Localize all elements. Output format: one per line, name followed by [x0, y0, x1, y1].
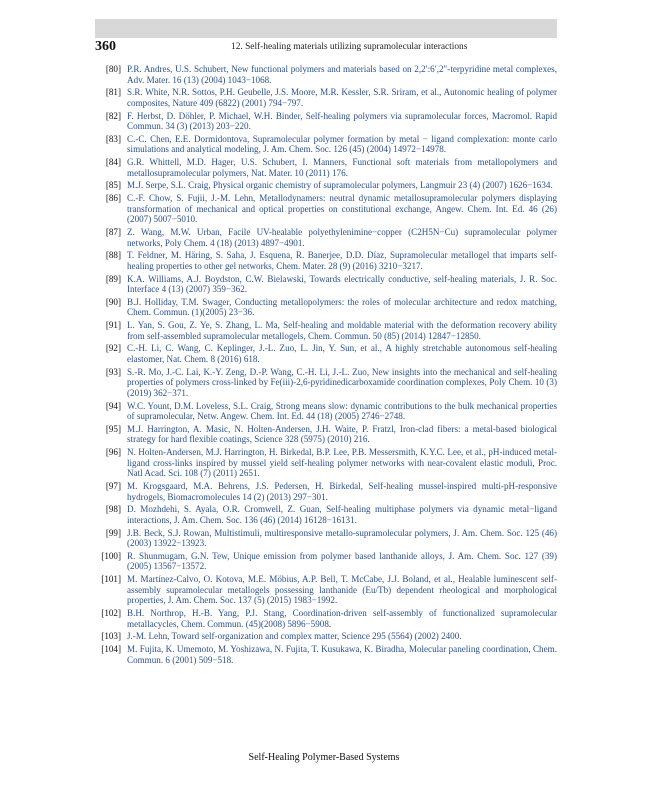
- reference-number: [100]: [101, 550, 121, 561]
- reference-text[interactable]: M.J. Harrington, A. Masic, N. Holten-Andersen, J.H. Waite, P. Fratzl, Iron-clad fibers: a metal-based biological strategy for hard flexible coatings, Science 328 (5975) (2010) 216.: [127, 423, 557, 445]
- reference-item: [95, 528, 557, 549]
- reference-number: [103]: [101, 631, 121, 642]
- reference-text[interactable]: S.-R. Mo, J.-C. Lai, K.-Y. Zeng, D.-P. Wang, C.-H. Li, J.-L. Zuo, New insights into the mechanical and self-healing properties of polymers cross-linked by Fe(iii)-2,6-pyridinedicarboxamide coordination complexes, Poly Chem. 10 (3) (2019) 362−371.: [127, 366, 557, 398]
- reference-text[interactable]: M. Martínez-Calvo, O. Kotova, M.E. Möbius, A.P. Bell, T. McCabe, J.J. Boland, et al., Healable luminescent self-assembly supramolecular metallogels possessing lanthanide (Eu/Tb) dependent rheological and morphological properties, J. Am. Chem. Soc. 137 (5) (2015) 1983−1992.: [127, 574, 557, 606]
- reference-item: [95, 401, 557, 422]
- reference-text[interactable]: R. Shunmugam, G.N. Tew, Unique emission from polymer based lanthanide alloys, J. Am. Chem. Soc. 127 (39) (2005) 13567−13572.: [127, 550, 557, 572]
- reference-text[interactable]: T. Feldner, M. Häring, S. Saha, J. Esquena, R. Banerjee, D.D. Díaz, Supramolecular metallogel that imparts self-healing properties to other gel networks, Chem. Mater. 28 (9) (2016) 3210−3217.: [127, 250, 557, 271]
- reference-text[interactable]: B.J. Holliday, T.M. Swager, Conducting metallopolymers: the roles of molecular architecture and redox matching, Chem. Commun. (1)(2005) 23−36.: [127, 296, 557, 318]
- reference-item: [95, 644, 557, 665]
- reference-item: [95, 367, 557, 399]
- reference-number: [104]: [101, 643, 121, 654]
- reference-text[interactable]: P.R. Andres, U.S. Schubert, New functional polymers and materials based on 2,2′:6′,2″-terpyridine metal complexes, Adv. Mater. 16 (13) (2004) 1043−1068.: [127, 64, 557, 85]
- reference-number: [93]: [105, 366, 121, 377]
- book-title-footer: Self-Healing Polymer-Based Systems: [248, 752, 400, 763]
- reference-number: [98]: [105, 504, 121, 515]
- reference-number: [96]: [105, 447, 121, 458]
- reference-number: [97]: [105, 480, 121, 491]
- reference-text[interactable]: C.-H. Li, C. Wang, C. Keplinger, J.-L. Zuo, L. Jin, Y. Sun, et al., A highly stretchable autonomous self-healing elastomer, Nat. Chem. 8 (2016) 618.: [127, 343, 557, 364]
- reference-item: [95, 157, 557, 178]
- reference-text[interactable]: C.-C. Chen, E.E. Dormidontova, Supramolecular polymer formation by metal − ligand complexation: monte carlo simulations and analytical modeling, J. Am. Chem. Soc. 126 (45) (2004) 14972−14978.: [127, 133, 557, 155]
- reference-text[interactable]: J.-M. Lehn, Toward self-organization and complex matter, Science 295 (5564) (2002) 2400.: [127, 631, 462, 642]
- reference-number: [92]: [105, 343, 121, 354]
- reference-text[interactable]: W.C. Yount, D.M. Loveless, S.L. Craig, Strong means slow: dynamic contributions to the bulk mechanical properties of supramolecular, Netw. Angew. Chem. Int. Ed. 44 (18) (2005) 2746−2748.: [127, 400, 557, 422]
- reference-number: [81]: [105, 87, 121, 98]
- reference-number: [91]: [105, 320, 121, 331]
- reference-text[interactable]: B.H. Northrop, H.-B. Yang, P.J. Stang, Coordination-driven self-assembly of functionalized supramolecular metallacycles, Chem. Commun. (45)(2008) 5896−5908.: [127, 607, 557, 629]
- reference-number: [101]: [101, 574, 121, 585]
- reference-text[interactable]: N. Holten-Andersen, M.J. Harrington, H. Birkedal, B.P. Lee, P.B. Messersmith, K.Y.C. Lee, et al., pH-induced metal-ligand cross-links inspired by mussel yield self-healing polymer networks with near-covalent elastic moduli, Proc. Natl Acad. Sci. 108 (7) (2011) 2651.: [127, 447, 557, 479]
- reference-number: [86]: [105, 193, 121, 204]
- reference-item: [95, 180, 557, 191]
- reference-item: [95, 227, 557, 248]
- reference-text[interactable]: M. Fujita, K. Umemoto, M. Yoshizawa, N. Fujita, T. Kusukawa, K. Biradha, Molecular paneling coordination, Chem. Commun. 6 (2001) 509−518.: [127, 643, 557, 665]
- reference-text[interactable]: C.-F. Chow, S. Fujii, J.-M. Lehn, Metallodynamers: neutral dynamic metallosupramolecular polymers displaying transformation of mechanical and optical properties on constitutional exchange, Angew. Chem. Int. Ed. 46 (26) (2007) 5007−5010.: [127, 193, 557, 225]
- reference-number: [94]: [105, 400, 121, 411]
- reference-item: [95, 193, 557, 225]
- reference-text[interactable]: M. Krogsgaard, M.A. Behrens, J.S. Pedersen, H. Birkedal, Self-healing mussel-inspired multi-pH-responsive hydrogels, Biomacromolecules 14 (2) (2013) 297−301.: [127, 480, 557, 502]
- reference-item: [95, 111, 557, 132]
- reference-text[interactable]: M.J. Serpe, S.L. Craig, Physical organic chemistry of supramolecular polymers, Langmuir 23 (4) (2007) 1626−1634.: [127, 180, 553, 191]
- reference-item: [95, 631, 557, 642]
- reference-item: [95, 134, 557, 155]
- reference-list: [95, 64, 557, 667]
- reference-item: [95, 574, 557, 606]
- reference-item: [95, 250, 557, 271]
- reference-item: [95, 504, 557, 525]
- reference-item: [95, 424, 557, 445]
- reference-item: [95, 343, 557, 364]
- reference-item: [95, 87, 557, 108]
- reference-item: [95, 320, 557, 341]
- header-bar: [95, 19, 557, 38]
- reference-number: [82]: [105, 110, 121, 121]
- reference-number: [99]: [105, 527, 121, 538]
- reference-item: [95, 481, 557, 502]
- reference-text[interactable]: D. Mozhdehi, S. Ayala, O.R. Cromwell, Z. Guan, Self-healing multiphase polymers via dynamic metal−ligand interactions, J. Am. Chem. Soc. 136 (46) (2014) 16128−16131.: [127, 504, 557, 525]
- reference-text[interactable]: J.B. Beck, S.J. Rowan, Multistimuli, multiresponsive metallo-supramolecular polymers, J. Am. Chem. Soc. 125 (46) (2003) 13922−13923.: [127, 527, 557, 549]
- reference-number: [95]: [105, 423, 121, 434]
- chapter-title: 12. Self-healing materials utilizing supramolecular interactions: [231, 42, 468, 52]
- reference-number: [90]: [105, 296, 121, 307]
- reference-item: [95, 274, 557, 295]
- reference-number: [88]: [105, 250, 121, 261]
- reference-text[interactable]: Z. Wang, M.W. Urban, Facile UV-healable polyethylenimine−copper (C2H5N−Cu) supramolecular polymer networks, Poly Chem. 4 (18) (2013) 4897−4901.: [127, 226, 557, 248]
- reference-number: [87]: [105, 226, 121, 237]
- reference-number: [85]: [105, 180, 121, 191]
- reference-item: [95, 447, 557, 479]
- page-number: 360: [95, 39, 116, 54]
- reference-number: [83]: [105, 133, 121, 144]
- reference-number: [84]: [105, 157, 121, 168]
- reference-text[interactable]: K.A. Williams, A.J. Boydston, C.W. Bielawski, Towards electrically conductive, self-healing materials, J. R. Soc. Interface 4 (13) (2007) 359−362.: [127, 273, 557, 295]
- reference-number: [102]: [101, 607, 121, 618]
- reference-text[interactable]: F. Herbst, D. Döhler, P. Michael, W.H. Binder, Self-healing polymers via supramolecular forces, Macromol. Rapid Commun. 34 (3) (2013) 203−220.: [127, 110, 557, 132]
- reference-number: [89]: [105, 273, 121, 284]
- reference-item: [95, 64, 557, 85]
- reference-text[interactable]: G.R. Whittell, M.D. Hager, U.S. Schubert, I. Manners, Functional soft materials from metallopolymers and metallosupramolecular polymers, Nat. Mater. 10 (2011) 176.: [127, 157, 557, 178]
- reference-text[interactable]: L. Yan, S. Gou, Z. Ye, S. Zhang, L. Ma, Self-healing and moldable material with the deformation recovery ability from self-assembled supramolecular metallogels, Chem. Commun. 50 (85) (2014) 12847−12850.: [127, 320, 557, 341]
- reference-item: [95, 551, 557, 572]
- reference-text[interactable]: S.R. White, N.R. Sottos, P.H. Geubelle, J.S. Moore, M.R. Kessler, S.R. Sriram, et al., Autonomic healing of polymer composites, Nature 409 (6822) (2001) 794−797.: [127, 87, 557, 108]
- reference-number: [80]: [105, 64, 121, 74]
- reference-item: [95, 297, 557, 318]
- reference-item: [95, 608, 557, 629]
